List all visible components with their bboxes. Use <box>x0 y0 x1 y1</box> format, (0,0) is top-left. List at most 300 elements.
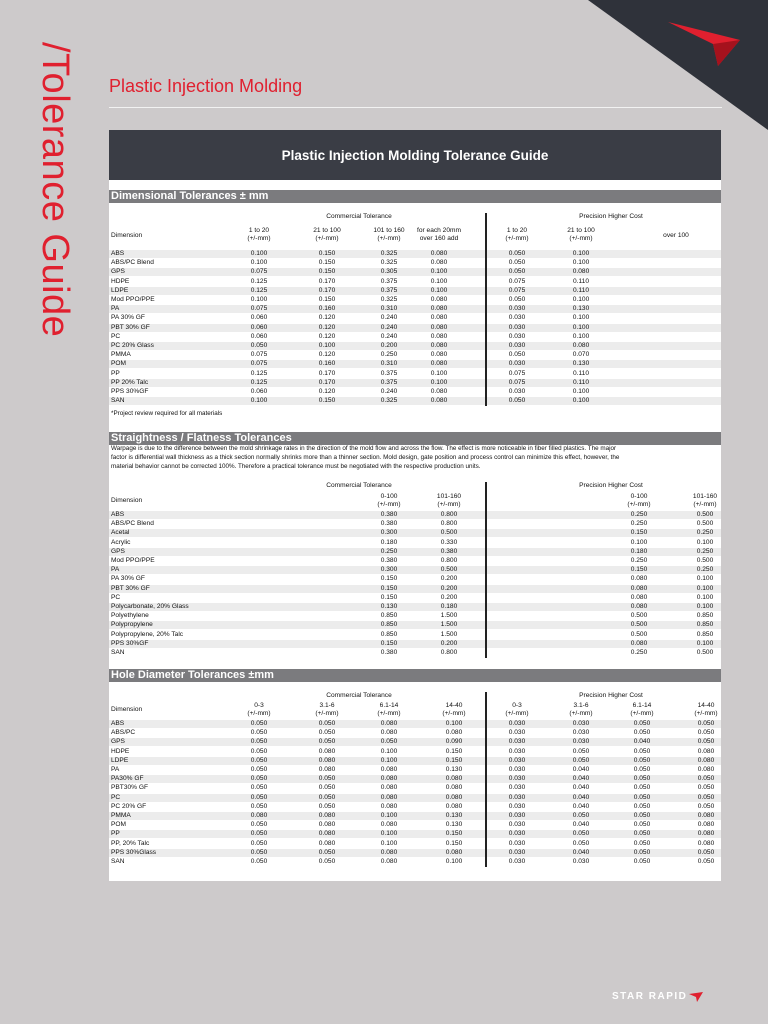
table-cell: 0.150 <box>445 747 463 755</box>
table-cell: 0.200 <box>440 584 458 592</box>
column-header-unit: (+/-mm) <box>693 501 717 508</box>
table-cell: 0.080 <box>380 821 398 829</box>
table-row <box>109 305 721 313</box>
table-cell: 0.030 <box>508 729 526 737</box>
table-cell: 0.080 <box>697 747 715 755</box>
table-row <box>109 729 721 737</box>
table-cell: 0.240 <box>380 332 398 340</box>
table-cell: 0.080 <box>572 268 590 276</box>
table-cell: 0.110 <box>572 286 590 294</box>
table-row <box>109 511 721 519</box>
table-cell: 0.380 <box>380 511 398 518</box>
table-cell: 0.050 <box>508 296 526 303</box>
table-row <box>109 529 721 537</box>
table-cell: 0.050 <box>633 756 651 764</box>
table-cell: 0.040 <box>572 793 590 801</box>
table-cell: 0.850 <box>696 630 714 638</box>
material-name: PBT30% GF <box>111 784 149 792</box>
table-cell: 0.305 <box>380 268 398 276</box>
table-row <box>109 548 721 556</box>
table-cell: 0.050 <box>318 848 336 856</box>
table-cell: 0.060 <box>250 314 268 322</box>
table-cell: 0.050 <box>250 784 268 792</box>
column-header: 21 to 100 <box>567 227 595 234</box>
table-cell: 0.050 <box>633 802 651 810</box>
table-cell: 0.100 <box>380 756 398 764</box>
table-cell: 0.170 <box>318 286 336 294</box>
table-cell: 0.050 <box>697 793 715 801</box>
table-cell: 0.030 <box>508 388 526 395</box>
table-cell: 0.030 <box>508 720 526 727</box>
table-cell: 0.050 <box>572 839 590 847</box>
table-row <box>109 585 721 593</box>
table-cell: 0.310 <box>380 360 398 368</box>
column-header: 0-3 <box>512 702 522 709</box>
logo-text: STAR RAPID <box>612 991 688 1002</box>
table-cell: 0.100 <box>572 250 590 257</box>
table-cell: 0.080 <box>318 756 336 764</box>
table-cell: 0.150 <box>380 593 398 601</box>
table-cell: 0.030 <box>508 821 526 829</box>
table-cell: 0.080 <box>430 250 448 257</box>
table-cell: 0.100 <box>696 575 714 583</box>
material-name: Acetal <box>111 529 130 537</box>
table-cell: 0.100 <box>430 286 448 294</box>
table-cell: 0.130 <box>572 305 590 313</box>
column-header-unit: (+/-mm) <box>630 710 654 717</box>
table-row <box>109 360 721 368</box>
table-cell: 0.080 <box>630 603 648 610</box>
table-cell: 0.180 <box>630 547 648 555</box>
table-row <box>109 757 721 765</box>
table-cell: 0.060 <box>250 323 268 331</box>
table-cell: 0.080 <box>430 314 448 322</box>
table-cell: 0.090 <box>445 738 463 746</box>
table-cell: 0.500 <box>630 630 648 638</box>
table-cell: 1.500 <box>440 621 458 629</box>
table-cell: 0.100 <box>430 277 448 285</box>
table-cell: 0.050 <box>380 738 398 746</box>
table-cell: 0.110 <box>572 369 590 377</box>
table-row <box>109 594 721 602</box>
group-header-commercial: Commercial Tolerance <box>326 692 392 699</box>
table-row <box>109 784 721 792</box>
table-cell: 0.050 <box>508 268 526 276</box>
table-cell: 0.080 <box>430 323 448 331</box>
material-name: GPS <box>111 738 125 746</box>
column-header: 0-100 <box>630 493 648 500</box>
table-cell: 0.100 <box>696 593 714 601</box>
table-cell: 0.100 <box>572 323 590 331</box>
table-cell: 0.080 <box>380 766 398 773</box>
table-cell: 0.130 <box>380 603 398 610</box>
table-cell: 0.050 <box>697 858 715 865</box>
table-cell: 0.150 <box>318 296 336 303</box>
column-header-unit: (+/-mm) <box>569 710 593 717</box>
page-title: Plastic Injection Molding <box>109 76 303 96</box>
table-cell: 0.080 <box>697 766 715 773</box>
table-row <box>109 775 721 783</box>
table-cell: 0.120 <box>318 351 336 359</box>
table-cell: 0.500 <box>696 649 714 656</box>
table-cell: 0.075 <box>250 305 268 313</box>
table-cell: 0.100 <box>572 332 590 340</box>
table-cell: 0.100 <box>380 839 398 847</box>
table-cell: 0.120 <box>318 323 336 331</box>
table-row <box>109 748 721 756</box>
table-cell: 0.080 <box>445 775 463 783</box>
table-cell: 0.030 <box>572 729 590 737</box>
table-cell: 0.040 <box>572 766 590 773</box>
material-name: GPS <box>111 547 125 555</box>
table-row <box>109 849 721 857</box>
material-name: Polyethylene <box>111 612 149 620</box>
table-cell: 0.100 <box>572 296 590 303</box>
table-cell: 0.080 <box>380 784 398 792</box>
table-cell: 0.080 <box>430 296 448 303</box>
table-cell: 0.375 <box>380 369 398 377</box>
table-cell: 0.500 <box>440 566 458 574</box>
table-cell: 0.030 <box>508 332 526 340</box>
table-cell: 0.500 <box>696 511 714 518</box>
table-cell: 0.080 <box>445 802 463 810</box>
material-name: GPS <box>111 268 125 276</box>
corner-decoration <box>568 0 768 130</box>
column-header: 1 to 20 <box>248 227 270 234</box>
table-cell: 0.080 <box>430 259 448 267</box>
table-cell: 0.030 <box>508 812 526 819</box>
table-row <box>109 250 721 258</box>
material-name: PA <box>111 766 120 773</box>
table-cell: 0.040 <box>572 784 590 792</box>
table-cell: 0.050 <box>318 775 336 783</box>
table-cell: 0.850 <box>380 630 398 638</box>
table-row <box>109 566 721 574</box>
material-name: PA <box>111 566 120 574</box>
table-cell: 0.040 <box>572 802 590 810</box>
table-cell: 0.250 <box>696 566 714 574</box>
material-name: PP, 20% Talc <box>111 839 150 847</box>
table-cell: 0.050 <box>318 802 336 810</box>
table-cell: 0.170 <box>318 369 336 377</box>
table-cell: 0.100 <box>696 639 714 647</box>
table-row <box>109 794 721 802</box>
table-cell: 0.080 <box>318 830 336 838</box>
table-row <box>109 397 721 405</box>
table-cell: 0.130 <box>445 812 463 819</box>
table-cell: 0.050 <box>250 729 268 737</box>
table-cell: 0.050 <box>318 720 336 727</box>
column-header: over 100 <box>663 232 689 239</box>
column-header: 0-3 <box>254 702 264 709</box>
table-cell: 0.050 <box>508 397 526 405</box>
table-cell: 0.100 <box>445 858 463 865</box>
section-heading: Straightness / Flatness Tolerances <box>109 432 721 445</box>
material-name: HDPE <box>111 277 130 285</box>
table-cell: 0.050 <box>508 250 526 257</box>
table-cell: 0.150 <box>380 575 398 583</box>
table-cell: 0.180 <box>440 603 458 610</box>
table-cell: 0.030 <box>508 305 526 313</box>
material-name: LDPE <box>111 756 129 764</box>
column-divider <box>485 692 487 867</box>
column-divider <box>485 213 487 406</box>
table-cell: 0.250 <box>630 557 648 564</box>
table-cell: 0.050 <box>633 720 651 727</box>
table-row <box>109 324 721 332</box>
material-name: SAN <box>111 397 125 405</box>
table-cell: 0.150 <box>445 839 463 847</box>
table-cell: 0.100 <box>430 378 448 386</box>
table-row <box>109 821 721 829</box>
table-cell: 0.100 <box>250 296 268 303</box>
table-cell: 0.100 <box>572 388 590 395</box>
table-cell: 0.080 <box>697 839 715 847</box>
table-cell: 0.075 <box>508 369 526 377</box>
table-cell: 0.200 <box>440 575 458 583</box>
table-cell: 0.120 <box>318 332 336 340</box>
table-cell: 0.080 <box>380 720 398 727</box>
column-header: 3.1-6 <box>573 702 589 709</box>
table-cell: 0.325 <box>380 250 398 257</box>
table-cell: 0.130 <box>572 360 590 368</box>
table-cell: 1.500 <box>440 612 458 620</box>
group-header-commercial: Commercial Tolerance <box>326 213 392 220</box>
table-cell: 0.250 <box>380 547 398 555</box>
table-cell: 0.075 <box>250 268 268 276</box>
table-row <box>109 388 721 396</box>
material-name: Polypropylene, 20% Talc <box>111 630 184 638</box>
table-cell: 0.380 <box>380 649 398 656</box>
table-cell: 0.080 <box>430 342 448 349</box>
table-cell: 0.050 <box>250 848 268 856</box>
table-row <box>109 287 721 295</box>
material-name: Polypropylene <box>111 621 153 629</box>
table-cell: 0.050 <box>572 830 590 838</box>
material-name: ABS <box>111 720 125 727</box>
table-cell: 0.080 <box>697 812 715 819</box>
table-row <box>109 333 721 341</box>
table-cell: 0.030 <box>508 323 526 331</box>
table-cell: 0.330 <box>440 538 458 546</box>
table-cell: 0.030 <box>572 738 590 746</box>
table-cell: 0.080 <box>430 305 448 313</box>
table-cell: 0.050 <box>508 351 526 359</box>
dimension-label: Dimension <box>111 232 143 239</box>
table-cell: 0.375 <box>380 286 398 294</box>
table-cell: 0.375 <box>380 277 398 285</box>
table-cell: 0.080 <box>380 775 398 783</box>
table-cell: 0.800 <box>440 511 458 518</box>
table-cell: 0.850 <box>696 621 714 629</box>
section-heading: Hole Diameter Tolerances ±mm <box>109 669 721 682</box>
table-cell: 0.050 <box>250 756 268 764</box>
table-cell: 0.030 <box>508 738 526 746</box>
table-cell: 0.150 <box>318 268 336 276</box>
table-cell: 0.050 <box>318 729 336 737</box>
column-header: 101-160 <box>692 493 718 500</box>
table-cell: 0.060 <box>250 388 268 395</box>
table-row <box>109 520 721 528</box>
column-header-unit: (+/-mm) <box>377 235 401 242</box>
table-cell: 0.110 <box>572 378 590 386</box>
table-cell: 0.080 <box>318 766 336 773</box>
column-header: 14-40 <box>697 702 715 709</box>
table-cell: 0.080 <box>445 784 463 792</box>
column-divider <box>485 482 487 658</box>
material-name: PBT 30% GF <box>111 323 150 331</box>
table-cell: 0.150 <box>380 584 398 592</box>
table-cell: 0.100 <box>380 747 398 755</box>
table-cell: 0.080 <box>318 812 336 819</box>
table-cell: 0.040 <box>572 821 590 829</box>
table-cell: 0.100 <box>250 397 268 405</box>
table-cell: 0.100 <box>696 584 714 592</box>
table-cell: 0.200 <box>380 342 398 349</box>
table-cell: 0.080 <box>380 848 398 856</box>
material-name: Mod PPO/PPE <box>111 296 155 303</box>
table-cell: 0.050 <box>318 858 336 865</box>
table-cell: 0.100 <box>430 369 448 377</box>
table-cell: 0.100 <box>318 342 336 349</box>
material-name: PMMA <box>111 351 131 359</box>
tolerance-sheet <box>109 130 721 881</box>
material-name: PA 30% GF <box>111 314 145 322</box>
column-header-unit: (+/-mm) <box>505 710 529 717</box>
material-name: PC 20% GF <box>111 802 147 810</box>
column-header: 101 to 160 <box>373 227 405 234</box>
column-header: 6.1-14 <box>379 702 399 709</box>
table-cell: 0.030 <box>508 747 526 755</box>
table-cell: 0.050 <box>697 848 715 856</box>
table-cell: 0.250 <box>630 520 648 528</box>
table-row <box>109 738 721 746</box>
star-rapid-logo <box>612 991 703 1002</box>
table-row <box>109 268 721 276</box>
table-cell: 0.050 <box>633 747 651 755</box>
table-cell: 0.050 <box>697 802 715 810</box>
column-header-unit: (+/-mm) <box>694 710 718 717</box>
column-header: 6.1-14 <box>632 702 652 709</box>
table-cell: 0.080 <box>380 729 398 737</box>
table-cell: 0.060 <box>250 332 268 340</box>
table-cell: 0.050 <box>318 738 336 746</box>
table-cell: 0.050 <box>250 766 268 773</box>
table-row <box>109 830 721 838</box>
table-cell: 0.100 <box>696 603 714 610</box>
table-row <box>109 858 721 866</box>
table-cell: 0.050 <box>633 858 651 865</box>
column-header-unit: (+/-mm) <box>315 710 339 717</box>
table-cell: 0.050 <box>572 812 590 819</box>
table-cell: 0.080 <box>430 388 448 395</box>
table-cell: 0.080 <box>380 802 398 810</box>
column-header-unit: (+/-mm) <box>569 235 593 242</box>
column-header: for each 20mm <box>417 227 461 234</box>
table-cell: 0.050 <box>697 738 715 746</box>
table-cell: 0.030 <box>508 360 526 368</box>
table-cell: 0.050 <box>697 720 715 727</box>
table-cell: 0.080 <box>630 639 648 647</box>
star-icon <box>689 992 703 1002</box>
table-cell: 0.030 <box>508 830 526 838</box>
table-row <box>109 631 721 639</box>
table-row <box>109 351 721 359</box>
table-cell: 0.380 <box>380 520 398 528</box>
material-name: POM <box>111 360 127 368</box>
table-cell: 0.500 <box>630 612 648 620</box>
table-cell: 0.110 <box>572 277 590 285</box>
table-cell: 0.100 <box>250 250 268 257</box>
material-name: PP <box>111 830 120 838</box>
column-header: 0-100 <box>380 493 398 500</box>
column-header-unit: (+/-mm) <box>437 501 461 508</box>
table-cell: 0.050 <box>633 848 651 856</box>
table-row <box>109 803 721 811</box>
table-cell: 0.050 <box>633 729 651 737</box>
column-header-unit: (+/-mm) <box>247 235 271 242</box>
table-cell: 0.100 <box>250 259 268 267</box>
table-cell: 0.070 <box>572 351 590 359</box>
table-cell: 0.100 <box>572 314 590 322</box>
table-cell: 0.050 <box>250 793 268 801</box>
table-cell: 0.100 <box>430 268 448 276</box>
table-cell: 0.030 <box>572 720 590 727</box>
table-row <box>109 557 721 565</box>
material-name: HDPE <box>111 747 130 755</box>
column-header-unit: over 160 add <box>419 235 459 242</box>
sheet-title: Plastic Injection Molding Tolerance Guide <box>109 130 721 180</box>
table-row <box>109 766 721 774</box>
table-row <box>109 640 721 648</box>
table-cell: 0.050 <box>633 784 651 792</box>
material-name: Mod PPO/PPE <box>111 557 155 564</box>
table-row <box>109 840 721 848</box>
table-cell: 0.040 <box>633 738 651 746</box>
table-cell: 0.250 <box>630 649 648 656</box>
section-heading: Dimensional Tolerances ± mm <box>109 190 721 203</box>
table-row <box>109 603 721 611</box>
material-name: PC <box>111 593 121 601</box>
table-cell: 0.100 <box>630 538 648 546</box>
table-cell: 0.080 <box>318 839 336 847</box>
column-header-unit: (+/-mm) <box>315 235 339 242</box>
paragraph-line: Warpage is due to the difference between the mold shrinkage rates in the direction of the mold flow and across the flow. The effect is more noticeable in fiber filled plastics. The major <box>111 445 617 452</box>
group-header-precision: Precision Higher Cost <box>579 213 643 220</box>
table-cell: 0.050 <box>633 830 651 838</box>
table-cell: 0.075 <box>508 286 526 294</box>
table-cell: 0.240 <box>380 388 398 395</box>
table-cell: 0.200 <box>440 593 458 601</box>
table-cell: 0.150 <box>445 756 463 764</box>
material-name: SAN <box>111 649 125 656</box>
table-cell: 0.800 <box>440 557 458 564</box>
table-cell: 0.040 <box>572 848 590 856</box>
group-header-precision: Precision Higher Cost <box>579 692 643 699</box>
table-row <box>109 259 721 267</box>
material-name: LDPE <box>111 286 129 294</box>
table-cell: 0.080 <box>318 821 336 829</box>
table-cell: 0.050 <box>318 793 336 801</box>
table-cell: 0.250 <box>380 351 398 359</box>
material-name: PA <box>111 305 120 313</box>
column-header-unit: (+/-mm) <box>627 501 651 508</box>
table-cell: 1.500 <box>440 630 458 638</box>
table-cell: 0.150 <box>380 639 398 647</box>
table-cell: 0.100 <box>696 538 714 546</box>
table-row <box>109 342 721 350</box>
table-cell: 0.100 <box>572 259 590 267</box>
